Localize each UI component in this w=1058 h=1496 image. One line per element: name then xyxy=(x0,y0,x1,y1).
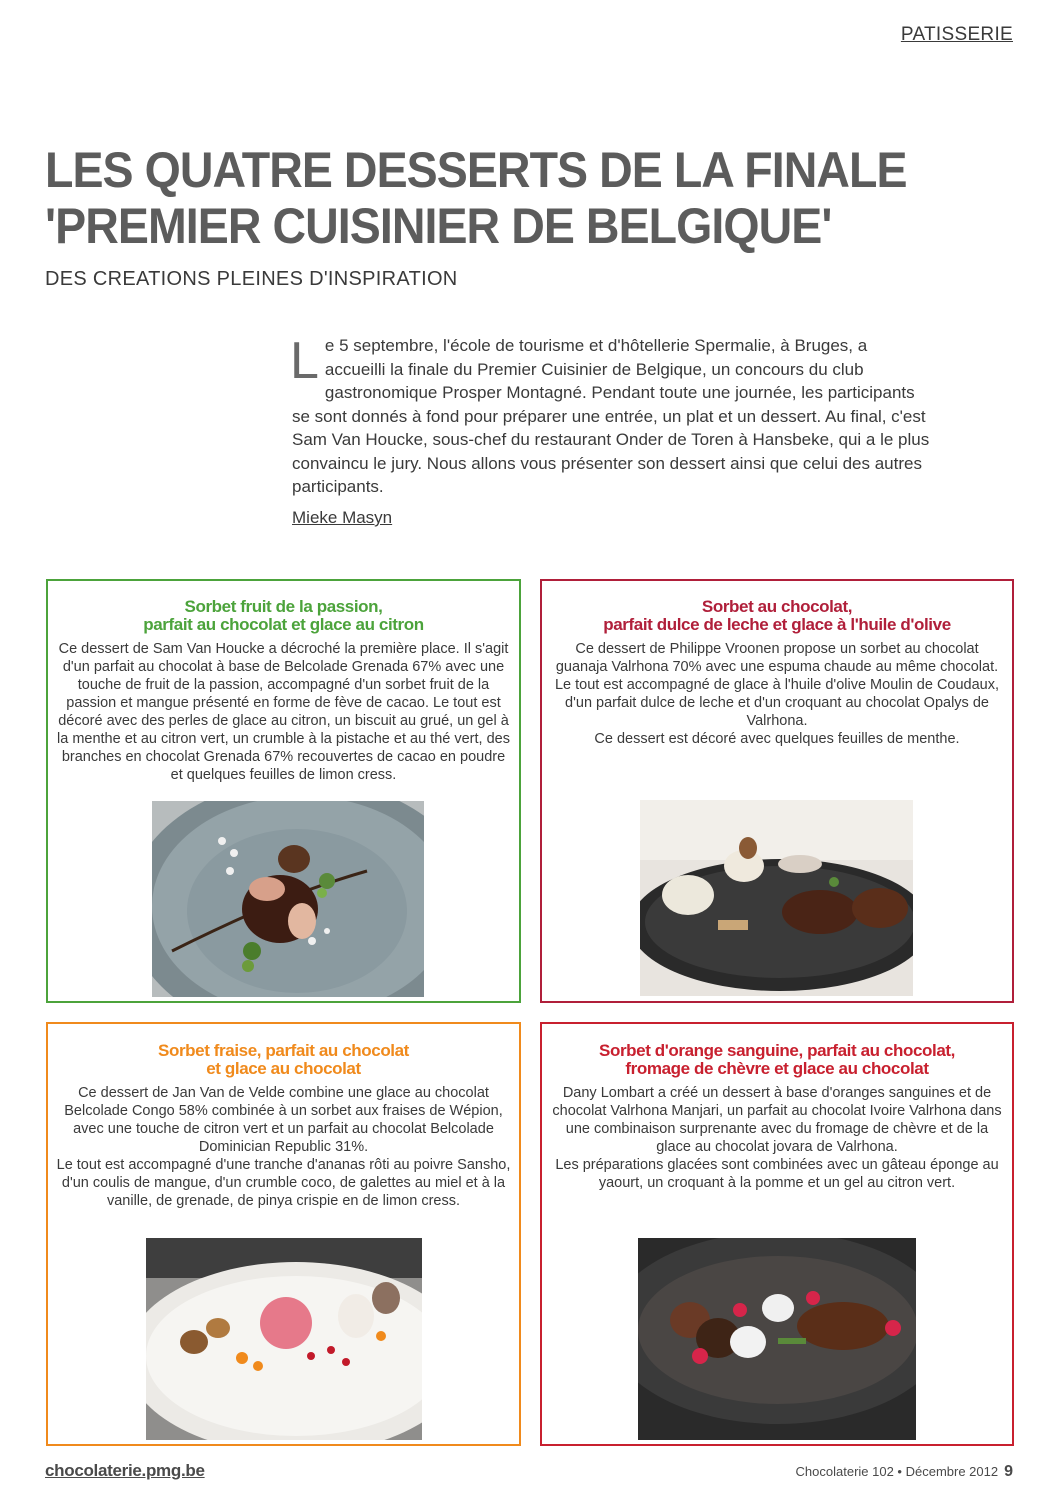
title-line-2: 'PREMIER CUISINIER DE BELGIQUE' xyxy=(45,198,832,254)
drop-cap: L xyxy=(290,332,319,390)
issue-info xyxy=(796,1463,1013,1481)
card-title: Sorbet d'orange sanguine, parfait au chocolat, fromage de chèvre et glace au chocolat xyxy=(599,1041,955,1078)
card-paragraph: Le tout est accompagné de glace à l'huile d'olive Moulin de Coudaux, d'un parfait dulce de leche et d'un croquant au chocolat Opalys de Valrhona. xyxy=(554,677,1000,729)
card-paragraph: Ce dessert de Sam Van Houcke a décroché la première place. Il s'agit d'un parfait au chocolat à base de Belcolade Grenada 67% avec une touche de fruit de la passion, accompagné d'un sorbet fruit de la passion et mangue présenté en forme de fève de cacao. Le tout est décoré avec des perles de glace au citron, un biscuit au grué, un gel à la menthe et au citron vert, un crumble à la pistache et au thé vert, des branches en chocolat Grenada 67% recouvertes de cacao en poudre et quelques feuilles de limon cress. xyxy=(57,641,510,783)
card-title: Sorbet au chocolat, parfait dulce de leche et glace à l'huile d'olive xyxy=(603,597,951,634)
page-subtitle: DES CREATIONS PLEINES D'INSPIRATION xyxy=(45,268,458,290)
dessert-card-blood-orange xyxy=(540,1022,1014,1446)
card-body xyxy=(56,1084,511,1210)
dessert-photo-blood-orange xyxy=(638,1238,916,1440)
card-body xyxy=(56,640,511,784)
page-number: 9 xyxy=(1004,1463,1013,1480)
intro-text: e 5 septembre, l'école de tourisme et d'hôtellerie Spermalie, à Bruges, a accueilli la finale du Premier Cuisinier de Belgique, un concours du club gastronomique Prosper Montagné. Pendant toute une journée, les participants se sont donnés à fond pour préparer une entrée, un plat et un dessert. Au final, c'est Sam Van Houcke, sous-chef du restaurant Onder de Toren à Hansbeke, qui a le plus convaincu le jury. Nous allons vous présenter son dessert ainsi que celui des autres participants. xyxy=(292,336,930,496)
dessert-photo-strawberry xyxy=(146,1238,422,1440)
card-body xyxy=(550,1084,1004,1192)
website-link[interactable]: chocolaterie.pmg.be xyxy=(45,1461,205,1480)
card-paragraph: Le tout est accompagné d'une tranche d'ananas rôti au poivre Sansho, d'un coulis de mangue, d'un crumble coco, de galettes au miel et à la vanille, de grenade, de pinya crispie en de limon cress. xyxy=(56,1157,511,1209)
card-body xyxy=(550,640,1004,748)
title-line-1: LES QUATRE DESSERTS DE LA FINALE xyxy=(45,142,907,198)
card-paragraph: Ce dessert de Philippe Vroonen propose un sorbet au chocolat guanaja Valrhona 70% avec une espuma chaude au même chocolat. xyxy=(555,641,999,675)
card-paragraph: Ce dessert est décoré avec quelques feuilles de menthe. xyxy=(594,731,960,747)
card-paragraph: Les préparations glacées sont combinées avec un gâteau éponge au yaourt, un croquant à la pomme et un gel au citron vert. xyxy=(555,1157,999,1191)
dessert-photo-chocolate xyxy=(640,800,913,996)
card-title: Sorbet fruit de la passion, parfait au chocolat et glace au citron xyxy=(143,597,424,634)
card-paragraph: Ce dessert de Jan Van de Velde combine une glace au chocolat Belcolade Congo 58% combinée à un sorbet aux fraises de Wépion, avec une touche de citron vert et un parfait au chocolat Belcolade Dominician Republic 31%. xyxy=(64,1085,503,1155)
dessert-photo-passion-fruit xyxy=(152,801,424,997)
section-tag[interactable]: PATISSERIE xyxy=(900,24,1013,45)
page-title xyxy=(45,142,938,254)
author-byline[interactable]: Mieke Masyn xyxy=(292,508,393,527)
card-title: Sorbet fraise, parfait au chocolat et glace au chocolat xyxy=(158,1041,409,1078)
dessert-card-passion-fruit xyxy=(46,579,521,1003)
dessert-card-chocolate xyxy=(540,579,1014,1003)
card-paragraph: Dany Lombart a créé un dessert à base d'oranges sanguines et de chocolat Valrhona Manjari, un parfait au chocolat Ivoire Valrhona dans une combinaison surprenante avec du fromage de chèvre et de la glace au chocolat jovara de Valrhona. xyxy=(552,1085,1002,1155)
issue-label: Chocolaterie 102 • Décembre 2012 xyxy=(795,1464,999,1479)
intro-paragraph xyxy=(292,334,932,499)
dessert-card-strawberry xyxy=(46,1022,521,1446)
